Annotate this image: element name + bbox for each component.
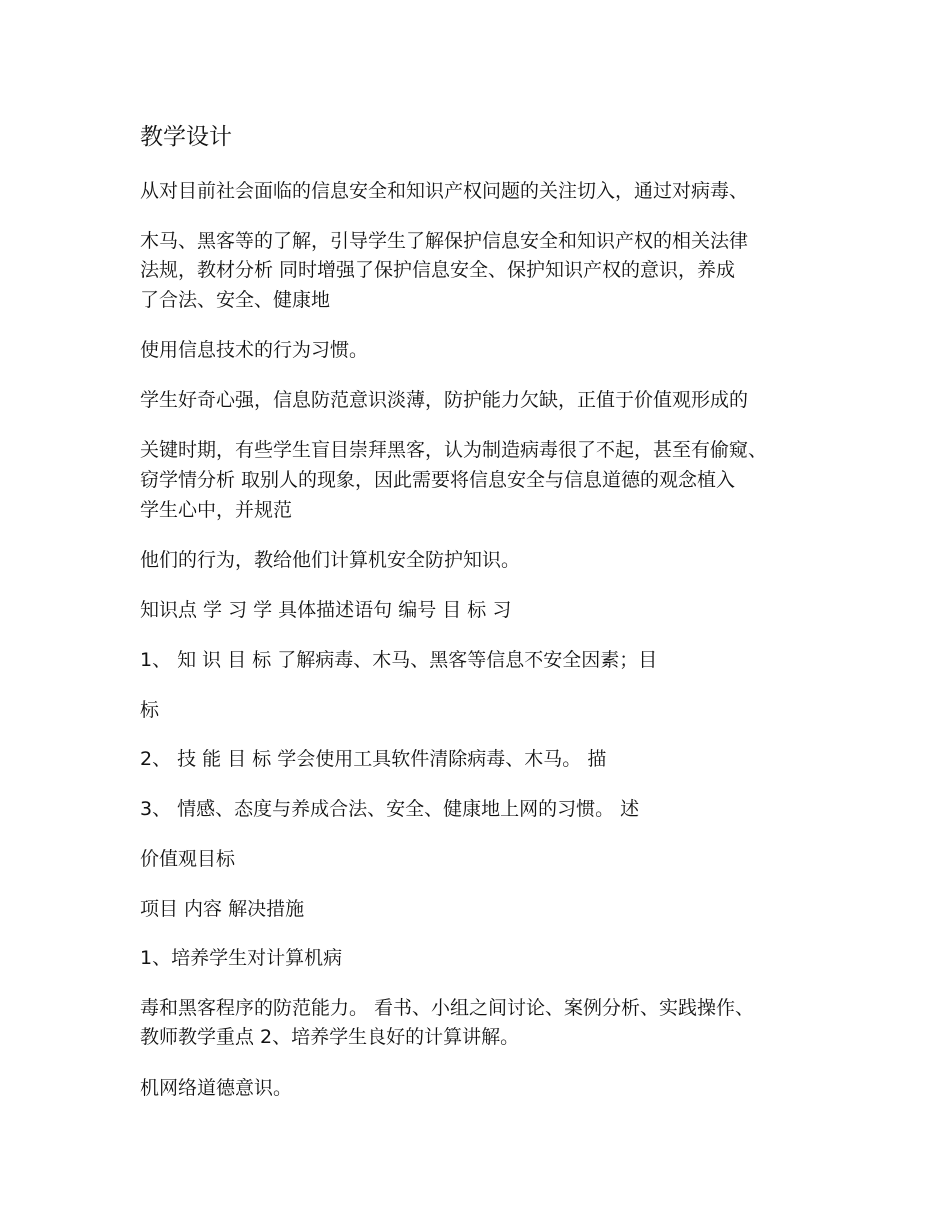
text-line: 学生好奇心强，信息防范意识淡薄，防护能力欠缺，正值于价值观形成的 (140, 389, 749, 411)
text-line: 教师教学重点 2、培养学生良好的计算讲解。 (140, 1026, 520, 1048)
text-line: 他们的行为，教给他们计算机安全防护知识。 (140, 549, 521, 571)
text-line: 学生心中，并规范 (140, 499, 293, 521)
document-title: 教学设计 (140, 124, 232, 150)
text-line: 价值观目标 (140, 848, 236, 870)
text-line: 1、培养学生对计算机病 (140, 947, 343, 969)
text-line: 关键时期，有些学生盲目崇拜黑客，认为制造病毒很了不起，甚至有偷窥、 (140, 439, 768, 461)
text-line: 2、 技 能 目 标 学会使用工具软件清除病毒、木马。 描 (140, 748, 607, 770)
text-line: 标 (140, 699, 160, 721)
text-line: 使用信息技术的行为习惯。 (140, 339, 369, 361)
text-line: 知识点 学 习 学 具体描述语句 编号 目 标 习 (140, 599, 512, 621)
text-line: 了合法、安全、健康地 (140, 289, 331, 311)
text-line: 毒和黑客程序的防范能力。 看书、小组之间讨论、案例分析、实践操作、 (140, 997, 755, 1019)
text-line: 3、 情感、态度与养成合法、安全、健康地上网的习惯。 述 (140, 798, 640, 820)
text-line: 1、 知 识 目 标 了解病毒、木马、黑客等信息不安全因素；目 (140, 649, 658, 671)
text-line: 窃学情分析 取别人的现象，因此需要将信息安全与信息道德的观念植入 (140, 469, 736, 491)
text-line: 机网络道德意识。 (140, 1077, 293, 1099)
text-line: 项目 内容 解决措施 (140, 898, 305, 920)
text-line: 从对目前社会面临的信息安全和知识产权问题的关注切入，通过对病毒、 (140, 180, 749, 202)
text-line: 木马、黑客等的了解，引导学生了解保护信息安全和知识产权的相关法律 (140, 230, 749, 252)
text-line: 法规，教材分析 同时增强了保护信息安全、保护知识产权的意识，养成 (140, 259, 736, 281)
